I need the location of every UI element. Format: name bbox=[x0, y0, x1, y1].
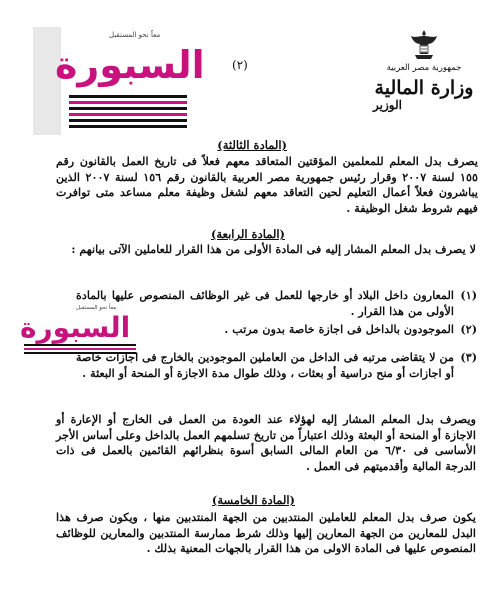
article-3-body: يصرف بدل المعلم للمعلمين المؤقتين المتعاقد معهم فعلاً فى تاريخ العمل بالقانون رقم ١٥٥ لسنة ٢٠٠٧ وقرار رئيس جمهورية مصر العربية بالقانون رقم ١٥٦ لسنة ٢٠٠٧ الذين يباشرون فعلاً أعمال التعليم لحين التعاقد معهم لشغل وظيفة معلم مساعد متى توافرت فيهم شروط شغل الوظيفة . bbox=[56, 154, 478, 215]
logo-tagline: معاً نحو المستقبل bbox=[109, 31, 161, 39]
list-item-text: المعارون داخل البلاد أو خارجها للعمل فى غير الوظائف المنصوص عليها بالمادة الأولى من هذا القرار . bbox=[76, 288, 454, 318]
article-5-body: يكون صرف بدل المعلم للعاملين المنتدبين من الجهة المنتدبين منها ، ويكون صرف هذا البدل للمعارين من الجهة المعارين إليها وذلك شرط ممارسة المنتدبين والمعارين للوظائف المنصوص عليها فى المادة الاولى من هذا القرار بالجهات المعنية بذلك . bbox=[56, 510, 476, 556]
article-4-closing: ويصرف بدل المعلم المشار إليه لهؤلاء عند العودة من العمل فى الخارج أو الإعارة أو الاجازة أو المنحة أو البعثة وذلك اعتباراً من تاريخ تسلمهم العمل بالداخل وعلى أساس الأجر الأساسى فى ٦/٣٠ من العام المالى السابق أسوة بنظرائهم القائمين بالعمل فى ذات الدرجة المالية وأقدميتهم فى العمل . bbox=[56, 412, 477, 473]
ministry-name: وزارة المالية bbox=[374, 77, 474, 99]
list-item-text: من لا يتقاضى مرتبه فى الداخل من العاملين الموجودين بالخارج فى اجازات خاصة أو اجازات أو منح دراسية أو بعثات ، وذلك طوال مدة الاجازة أو المنحة أو البعثة . bbox=[76, 350, 454, 380]
list-item-number: (٢) bbox=[460, 322, 477, 336]
article-3-heading: (المادة الثالثة) bbox=[217, 138, 287, 152]
page-number: (٢) bbox=[232, 58, 248, 72]
article-4-intro: لا يصرف بدل المعلم المشار إليه فى المادة الأولى من هذا القرار للعاملين الآتى بيانهم : bbox=[71, 242, 476, 256]
list-item-number: (١) bbox=[460, 288, 477, 302]
logo-stripes bbox=[69, 95, 187, 131]
watermark-logo-top bbox=[33, 27, 205, 135]
eagle-emblem-icon bbox=[409, 28, 439, 62]
list-item-text: الموجودون بالداخل فى اجازة خاصة بدون مرتب . bbox=[224, 322, 454, 336]
logo-tagline: معاً نحو المستقبل bbox=[76, 305, 117, 311]
article-4-heading: (المادة الرابعة) bbox=[210, 227, 285, 241]
ministry-header bbox=[365, 28, 483, 112]
logo-word: السبورة bbox=[20, 311, 131, 344]
list-item-number: (٣) bbox=[460, 350, 477, 364]
article-5-heading: (المادة الخامسة) bbox=[211, 493, 295, 507]
logo-word: السبورة bbox=[55, 43, 205, 87]
minister-title: الوزير bbox=[373, 98, 402, 112]
republic-name: جمهورية مصر العربية bbox=[386, 63, 462, 73]
